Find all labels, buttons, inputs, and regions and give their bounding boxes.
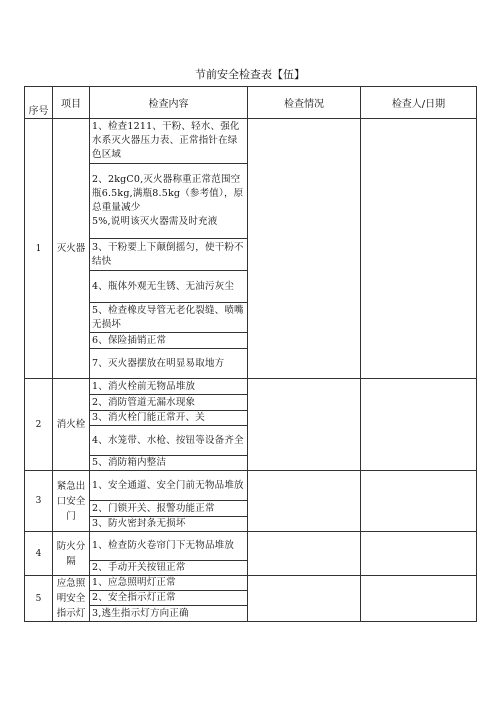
status-cell[interactable]: [248, 471, 361, 532]
status-cell[interactable]: [248, 576, 361, 622]
inspector-date-cell[interactable]: [361, 576, 477, 622]
check-content: 1、检查防火卷帘门下无物品堆放: [90, 532, 248, 561]
check-content: 2、2kgC0,灭火器称重正常范围空瓶6.5kg,满瓶8.5kg（参考值），原总重量减少 5%,说明该灭火器需及时充液: [90, 164, 248, 239]
row-seq: 5: [25, 576, 53, 622]
row-item: 防火分隔: [53, 532, 90, 576]
header-row: [25, 87, 477, 119]
header-item: 项目: [53, 87, 90, 119]
row-item: 灭火器: [53, 119, 90, 379]
check-content: 5、消防箱内整洁: [90, 456, 248, 471]
check-content: 3、干粉要上下颠倒摇匀，使干粉不结快: [90, 239, 248, 271]
check-content: 2、安全指示灯正常: [90, 591, 248, 606]
check-content: 1、安全通道、安全门前无物品堆放: [90, 471, 248, 501]
check-content: 3,逃生指示灯方向正确: [90, 606, 248, 622]
page-title: 节前安全检查表【伍】: [195, 68, 305, 81]
check-content: 3、消火栓门能正常开、关: [90, 411, 248, 426]
check-content: 2、手动开关按钮正常: [90, 561, 248, 576]
status-cell[interactable]: [248, 379, 361, 471]
check-content: 1、消火栓前无物品堆放: [90, 379, 248, 395]
check-content: 5、检查橡皮导管无老化裂缝、喷嘴无损坏: [90, 303, 248, 333]
inspector-date-cell[interactable]: [361, 532, 477, 576]
table-row: [25, 119, 477, 164]
inspection-table: [24, 86, 477, 622]
check-content: 1、应急照明灯正常: [90, 576, 248, 591]
check-content: 2、门锁开关、报警功能正常: [90, 501, 248, 517]
table-row: [25, 576, 477, 591]
check-content: 7、灭火器摆放在明显易取地方: [90, 349, 248, 379]
header-status: 检查情况: [248, 87, 361, 119]
row-seq: 2: [25, 379, 53, 471]
header-seq: 序号: [25, 87, 53, 119]
table-body: [25, 119, 477, 622]
check-content: 4、瓶体外观无生锈、无油污灰尘: [90, 271, 248, 303]
table-row: [25, 471, 477, 501]
check-content: 4、水笼带、水枪、按钮等设备齐全: [90, 426, 248, 456]
status-cell[interactable]: [248, 119, 361, 379]
row-seq: 1: [25, 119, 53, 379]
inspector-date-cell[interactable]: [361, 379, 477, 471]
row-item: 消火栓: [53, 379, 90, 471]
table-row: [25, 379, 477, 395]
check-content: 3、防火密封条无损坏: [90, 517, 248, 532]
inspector-date-cell[interactable]: [361, 471, 477, 532]
row-seq: 3: [25, 471, 53, 532]
row-item: 应急照明安全指示灯: [53, 576, 90, 622]
header-inspector: 检查人/日期: [361, 87, 477, 119]
check-content: 6、保险插销正常: [90, 333, 248, 349]
status-cell[interactable]: [248, 532, 361, 576]
check-content: 2、消防管道无漏水现象: [90, 395, 248, 411]
row-item: 紧急出口安全门: [53, 471, 90, 532]
check-content: 1、检查1211、干粉、轻水、强化水系灭火器压力表、正常指针在绿色区域: [90, 119, 248, 164]
inspector-date-cell[interactable]: [361, 119, 477, 379]
header-content: 检查内容: [90, 87, 248, 119]
table-row: [25, 532, 477, 561]
row-seq: 4: [25, 532, 53, 576]
